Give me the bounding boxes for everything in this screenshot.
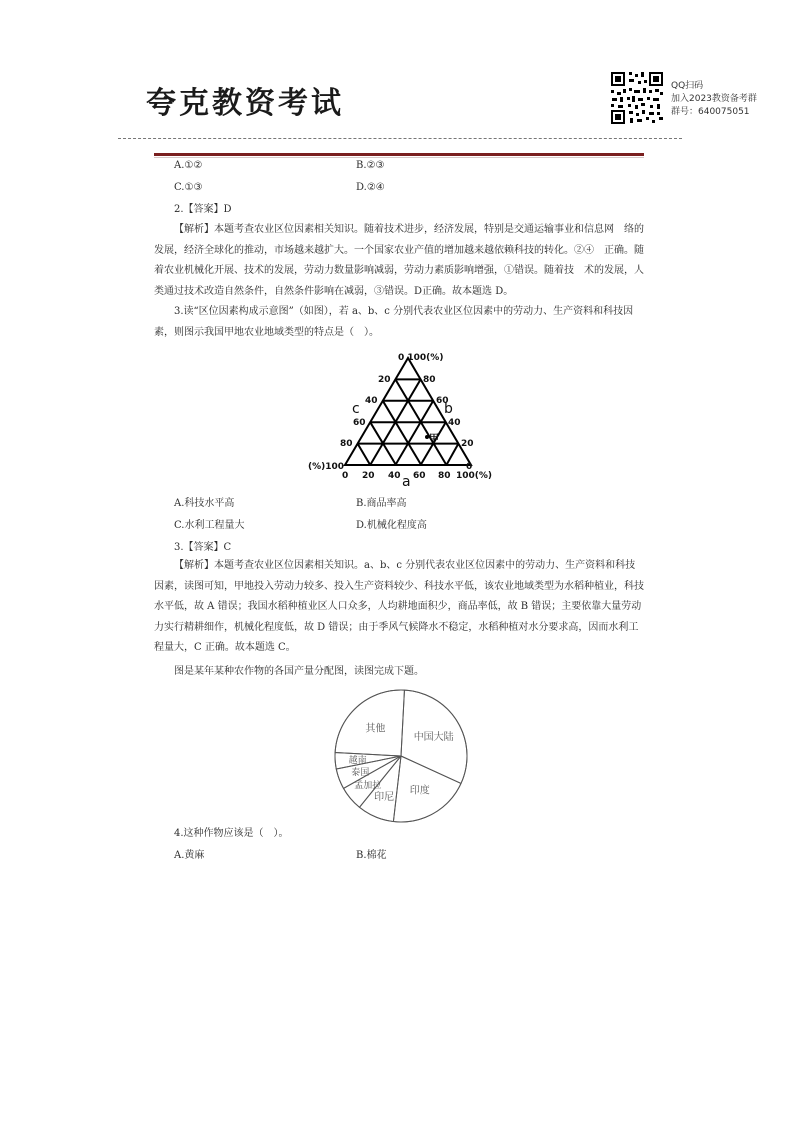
qr-code-icon	[609, 70, 665, 126]
qr-caption-line: QQ扫码	[671, 81, 704, 91]
right-tick: 80	[423, 375, 436, 385]
pie-slice-label: 中国大陆	[413, 732, 454, 744]
side-label-a: a	[402, 474, 411, 490]
right-tick: 60	[436, 396, 449, 406]
left-tick: 40	[365, 396, 378, 406]
top-label: 0 100(%)	[398, 353, 444, 363]
right-corner-label: 0	[466, 462, 473, 472]
point-marker	[425, 435, 429, 439]
pie-slice-label: 泰国	[351, 768, 370, 779]
bottom-tick: 80	[438, 471, 451, 481]
location-factor-triangle	[306, 348, 493, 490]
bottom-tick: 20	[362, 471, 375, 481]
analysis-2: 【解析】本题考查农业区位因素相关知识。随着技术进步，经济发展，特别是交通运输事业和信息网 络的发展，经济全球化的推动，市场越来越扩大。一个国家农业产值的增加越来越依赖科技的转化。②④ 正确。随着农业机械化开展、技术的发展，劳动力数量影响减弱，劳动力素质影响增强，①错误。随着技 术的发展，人类通过技术改造自然条件，自然条件影响在减弱，③错误。D正确。故本题选 D。	[154, 224, 644, 297]
option-a: A.黄麻	[174, 850, 205, 861]
left-tick: 80	[340, 439, 353, 449]
brand-title: 夸克教资考试	[146, 86, 344, 121]
bottom-tick: 60	[413, 471, 426, 481]
pie-chart	[326, 686, 476, 826]
pie-slice-label: 越南	[348, 756, 367, 767]
option-a: A.科技水平高	[174, 498, 235, 509]
pie-slice-label: 其他	[365, 723, 386, 735]
point-label: 甲	[429, 434, 439, 445]
option-a: A.①②	[174, 160, 203, 171]
pie-slice-label: 孟加拉	[354, 781, 382, 792]
bottom-tick: 100(%)	[456, 471, 493, 481]
red-rule-shadow	[154, 157, 644, 158]
header-divider	[118, 138, 682, 139]
pie-slice-label: 印度	[409, 785, 430, 797]
qr-caption-line: 群号：640075051	[671, 107, 750, 117]
question-4-stem: 4.这种作物应该是（ ）。	[174, 828, 289, 839]
option-b: B.商品率高	[356, 498, 407, 509]
right-tick: 40	[448, 418, 461, 428]
red-rule	[154, 153, 644, 156]
side-label-b: b	[444, 401, 453, 417]
bottom-tick: 40	[388, 471, 401, 481]
right-tick: 20	[461, 439, 474, 449]
side-label-c: c	[352, 401, 360, 417]
qr-caption-line: 加入2023教资备考群	[671, 94, 757, 104]
left-tick: 60	[353, 418, 366, 428]
bottom-tick: 0	[342, 471, 349, 481]
option-b: B.棉花	[356, 850, 387, 861]
question-3-stem: 3.读“区位因素构成示意图”（如图），若 a、b、c 分别代表农业区位因素中的劳动力、生产资料和科技因素，则图示我国甲地农业地域类型的特点是（ ）。	[154, 306, 634, 338]
answer-2: 2.【答案】D	[174, 204, 232, 215]
qr-caption	[671, 80, 757, 119]
passage: 图是某年某种农作物的各国产量分配图，读图完成下题。	[174, 666, 424, 677]
answer-3: 3.【答案】C	[174, 542, 232, 553]
left-tick: 20	[378, 375, 391, 385]
option-c: C.水利工程量大	[174, 520, 245, 531]
option-d: D.②④	[356, 182, 385, 193]
left-corner-label: (%)100	[308, 462, 345, 472]
option-b: B.②③	[356, 160, 385, 171]
pie-slice-label: 印尼	[374, 792, 395, 804]
analysis-3: 【解析】本题考查农业区位因素相关知识。a、b、c 分别代表农业区位因素中的劳动力、生产资料和科技因素，读图可知，甲地投入劳动力较多、投入生产资料较少、科技水平低，该农业地域类型为水稻种植业，科技水平低，故 A 错误；我国水稻种植业区人口众多，人均耕地面积少，商品率低，故 B 错误；主要依靠大量劳动力实行精耕细作，机械化程度低，故 D 错误；由于季风气候降水不稳定，水稻种植对水分要求高，因而水利工程量大，C 正确。故本题选 C。	[154, 560, 644, 653]
option-c: C.①③	[174, 182, 203, 193]
option-d: D.机械化程度高	[356, 520, 427, 531]
